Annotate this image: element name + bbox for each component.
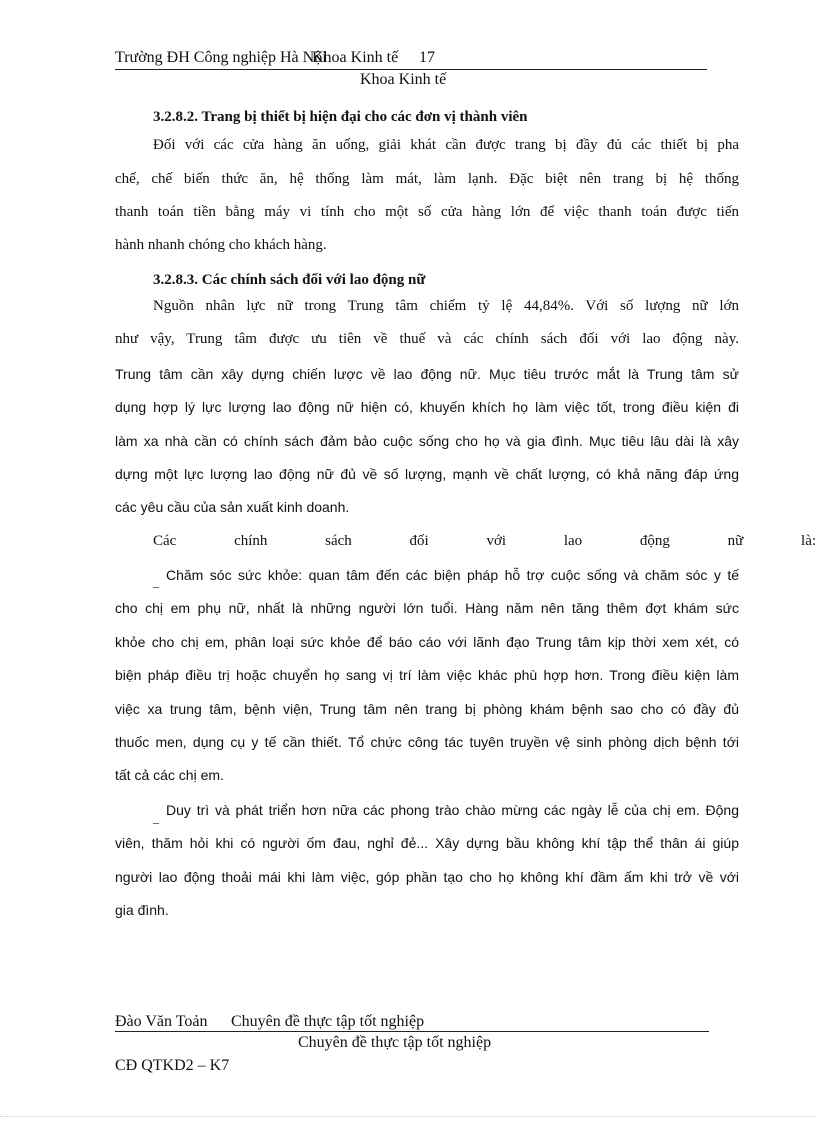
header-rule — [115, 69, 707, 70]
bullet-line: cho chị em phụ nữ, nhất là những người lớn tuổi. Hàng năm nên tăng thêm đợt khám sức — [115, 600, 739, 616]
bullet-line: biện pháp điều trị hoặc chuyển họ sang vị trí làm việc khác phù hợp hơn. Trong điều kiện làm — [115, 667, 739, 683]
paragraph-line: Trung tâm cần xây dựng chiến lược về lao động nữ. Mục tiêu trước mắt là Trung tâm sử — [115, 366, 739, 382]
bullet-line: tất cả các chị em. — [115, 767, 224, 783]
paragraph-line: dựng một lực lượng lao động nữ đủ về số lượng, mạnh về chất lượng, có khả năng đáp ứng — [115, 466, 739, 482]
bullet-dash: _ — [153, 575, 159, 589]
header-faculty: Khoa Kinh tế — [360, 71, 447, 88]
bullet-line: người lao động thoải mái khi làm việc, góp phần tạo cho họ không khí đầm ấm khi trở về với — [115, 869, 739, 885]
paragraph-line: Nguồn nhân lực nữ trong Trung tâm chiếm tỷ lệ 44,84%. Với số lượng nữ lớn — [153, 298, 739, 314]
paragraph-line: Đối với các cửa hàng ăn uống, giải khát cần được trang bị đầy đủ các thiết bị pha — [153, 137, 739, 153]
paragraph-line: thanh toán tiền bằng máy vi tính cho một số cửa hàng lớn để việc thanh toán được tiến — [115, 204, 739, 220]
bullet-line: thuốc men, dụng cụ y tế cần thiết. Tổ chức công tác tuyên truyền vệ sinh phòng dịch bệnh tới — [115, 734, 739, 750]
paragraph-line: làm xa nhà cần có chính sách đảm bảo cuộc sống cho họ và gia đình. Mục tiêu lâu dài là xây — [115, 433, 739, 449]
footer-author: Đào Văn Toản — [115, 1013, 208, 1030]
footer-rule — [115, 1031, 709, 1032]
section-heading-female-labor: 3.2.8.3. Các chính sách đối với lao động nữ — [153, 272, 426, 288]
header-page-number: 17 — [419, 49, 435, 66]
bullet-line: việc xa trung tâm, bệnh viện, Trung tâm nên trang bị phòng khám bệnh sao cho có đầy đủ — [115, 701, 739, 717]
footer-class-code: CĐ QTKD2 – K7 — [115, 1057, 230, 1074]
paragraph-line: chế, chế biến thức ăn, hệ thống làm mát, làm lạnh. Đặc biệt nên trang bị hệ thống — [115, 171, 739, 187]
bullet-line: Chăm sóc sức khỏe: quan tâm đến các biện pháp hỗ trợ cuộc sống và chăm sóc y tế — [166, 567, 739, 583]
bullet-line: khỏe cho chị em, phân loại sức khỏe để báo cáo với lãnh đạo Trung tâm kịp thời xem xét, có — [115, 634, 739, 650]
paragraph-line: như vậy, Trung tâm được ưu tiên về thuế và các chính sách đối với lao động này. — [115, 331, 739, 347]
bullet-dash: _ — [153, 811, 159, 825]
header-faculty-overlap: Khoa Kinh tế — [312, 49, 399, 66]
bullet-line: Duy trì và phát triển hơn nữa các phong trào chào mừng các ngày lễ của chị em. Động — [166, 802, 739, 818]
page-edge-divider — [0, 1116, 816, 1117]
paragraph-line: dụng hợp lý lực lượng lao động nữ hiện có, khuyến khích họ làm việc tốt, trong điều kiện đi — [115, 399, 739, 415]
bullet-line: gia đình. — [115, 902, 169, 918]
footer-title: Chuyên đề thực tập tốt nghiệp — [298, 1034, 492, 1051]
section-heading-equipment: 3.2.8.2. Trang bị thiết bị hiện đại cho các đơn vị thành viên — [153, 109, 528, 125]
paragraph-line: các yêu cầu của sản xuất kinh doanh. — [115, 499, 350, 515]
bullet-line: viên, thăm hỏi khi có người ốm đau, nghỉ đẻ... Xây dựng bầu không khí tập thể thân ái giúp — [115, 835, 739, 851]
policies-intro: Các chính sách đối với lao động nữ là: — [153, 533, 816, 549]
paragraph-line: hành nhanh chóng cho khách hàng. — [115, 237, 327, 253]
footer-title-overlap: Chuyên đề thực tập tốt nghiệp — [231, 1013, 425, 1030]
header-school: Trường ĐH Công nghiệp Hà Nội — [115, 49, 327, 66]
